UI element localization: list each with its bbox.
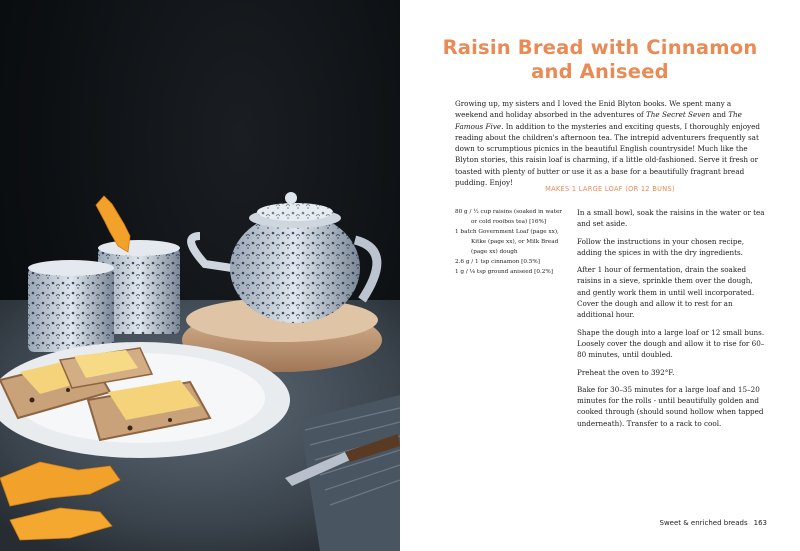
intro-book-title-2: The Famous Five — [455, 110, 742, 131]
recipe-title-line1: Raisin Bread with Cinnamon — [442, 36, 758, 59]
ingredient-item — [455, 267, 570, 277]
intro-text-1: Growing up, my sisters and I loved the Enid Blyton books. We spent many a weekend and holiday absorbed in the adventures of — [455, 99, 732, 120]
footer-section-title: Sweet & enriched breads — [659, 519, 748, 527]
ingredient-item — [455, 257, 570, 267]
ingredient-item — [455, 227, 570, 257]
ingredient-line: 80 g / ½ cup raisins (soaked in water — [455, 209, 563, 215]
recipe-title-line2: and Aniseed — [531, 60, 669, 83]
intro-and: and — [710, 110, 729, 120]
method-step: Shape the dough into a large loaf or 12 small buns. Loosely cover the dough and allow it to rise for 60–80 minutes, until doubled. — [577, 327, 765, 360]
intro-text-2: . In addition to the mysteries and exciting quests, I thoroughly enjoyed reading about the children's afternoon tea. The intrepid adventurers frequently sat down to scrumptious picnics in the beautiful English countryside! Much like the Blyton stories, this raisin loaf is charming, if a little old-fashioned. Serve it fresh or toasted with plenty of butter or use it as a base for a beautifully fragrant bread pudding. Enjoy! — [455, 121, 760, 188]
intro-book-title-1: The Secret Seven — [646, 110, 711, 120]
method-step: Preheat the oven to 392°F. — [577, 367, 675, 377]
ingredient-line: 1 batch Government Loaf (page xx), — [455, 229, 559, 235]
recipe-title — [420, 36, 780, 84]
recipe-intro — [455, 98, 765, 188]
ingredient-continuation: or cold rooibos tea) [16%] — [471, 219, 547, 225]
ingredient-item — [455, 207, 570, 227]
ingredient-line: 1 g / ⅛ tsp ground aniseed [0.2%] — [455, 269, 553, 275]
ingredient-line: 2.6 g / 1 tsp cinnamon [0.5%] — [455, 259, 541, 265]
ingredient-continuation: Kitke (page xx), or Milk Bread (page xx) dough — [471, 239, 559, 255]
recipe-yield: MAKES 1 LARGE LOAF (OR 12 BUNS) — [545, 185, 675, 193]
method-step: Follow the instructions in your chosen recipe, adding the spices in with the dry ingredients. — [577, 236, 744, 257]
method-step: In a small bowl, soak the raisins in the water or tea and set aside. — [577, 208, 765, 229]
method-step: Bake for 30–35 minutes for a large loaf and 15–20 minutes for the rolls - until beautifully golden and cooked through (should sound hollow when tapped underneath). Transfer to a rack to cool. — [577, 384, 764, 428]
tea-cup-front — [28, 260, 114, 352]
method-steps — [577, 207, 767, 435]
recipe-page — [400, 0, 800, 551]
page-footer — [660, 519, 768, 527]
page-number: 163 — [753, 519, 767, 527]
ingredient-list — [455, 207, 570, 277]
method-step: After 1 hour of fermentation, drain the soaked raisins in a sieve, sprinkle them over the dough, and gently work them in until well incorporated. Cover the dough and allow it to rest for an additional hour. — [577, 265, 755, 320]
